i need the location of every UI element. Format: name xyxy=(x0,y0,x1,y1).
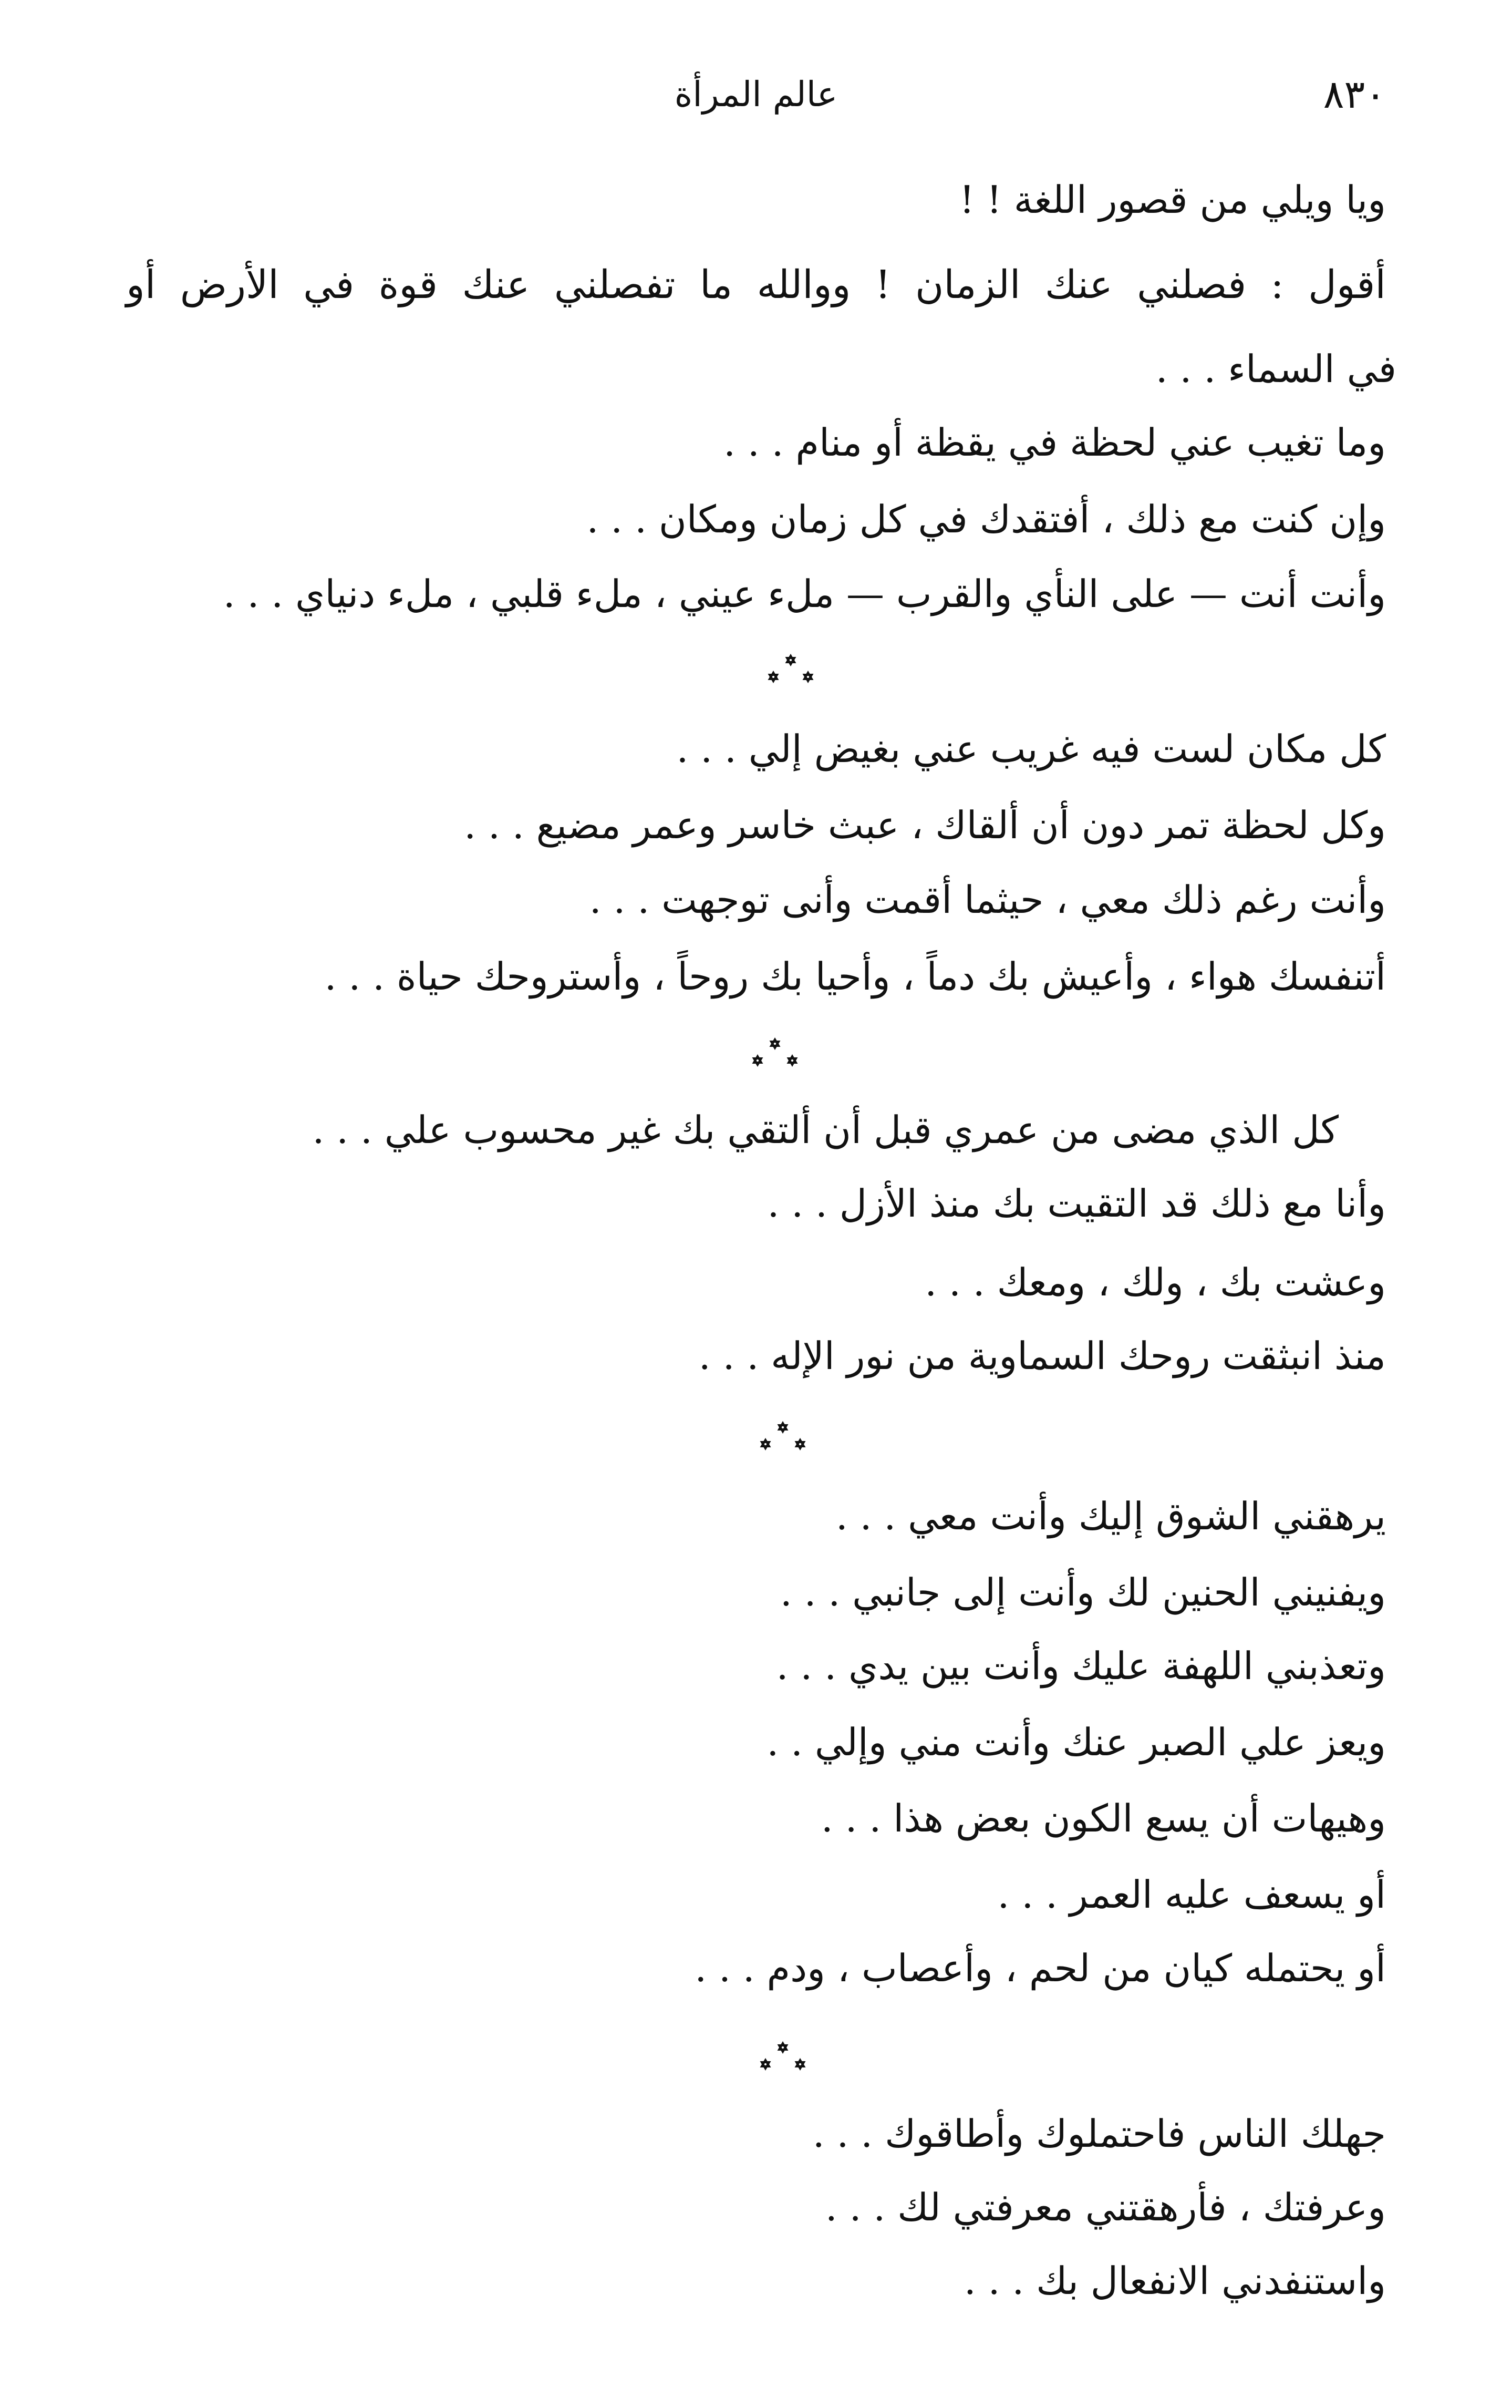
text-line: في السماء . . . xyxy=(1155,347,1396,391)
text-line: وإن كنت مع ذلك ، أفتقدك في كل زمان ومكان . . . xyxy=(586,497,1386,541)
text-line: وعرفتك ، فأرهقتني معرفتي لك . . . xyxy=(825,2185,1386,2229)
text-line: جهلك الناس فاحتملوك وأطاقوك . . . xyxy=(812,2112,1386,2156)
stars-svg xyxy=(746,2034,820,2086)
text-line: ويعز علي الصبر عنك وأنت مني وإلي . . xyxy=(767,1720,1386,1764)
three-stars-separator-icon xyxy=(746,2034,820,2086)
text-line: وما تغيب عني لحظة في يقظة أو منام . . . xyxy=(723,420,1386,465)
text-line: وكل لحظة تمر دون أن ألقاك ، عبث خاسر وعمر مضيع . . . xyxy=(464,803,1386,847)
stars-svg xyxy=(738,1030,812,1083)
three-stars-separator-icon xyxy=(738,1030,812,1083)
text-line: ويفنيني الحنين لك وأنت إلى جانبي . . . xyxy=(780,1570,1386,1614)
text-line: يرهقني الشوق إليك وأنت معي . . . xyxy=(835,1494,1386,1538)
text-line: وعشت بك ، ولك ، ومعك . . . xyxy=(925,1260,1386,1304)
text-line: كل الذي مضى من عمري قبل أن ألتقي بك غير محسوب علي . . . xyxy=(312,1108,1339,1152)
text-line: كل مكان لست فيه غريب عني بغيض إلي . . . xyxy=(676,727,1386,771)
text-line: منذ انبثقت روحك السماوية من نور الإله . . . xyxy=(698,1334,1386,1378)
text-line: أقول : فصلني عنك الزمان ! ووالله ما تفصلني عنك قوة في الأرض أو xyxy=(126,262,1386,307)
text-line: وأنت أنت — على النأي والقرب — ملء عيني ، ملء قلبي ، ملء دنياي . . . xyxy=(223,572,1386,616)
text-line: واستنفدني الانفعال بك . . . xyxy=(964,2259,1386,2303)
page-number: ٨٣٠ xyxy=(1323,72,1386,117)
text-line: أو يحتمله كيان من لحم ، وأعصاب ، ودم . . . xyxy=(695,1946,1386,1990)
text-line: أو يسعف عليه العمر . . . xyxy=(997,1872,1386,1917)
page-header xyxy=(126,68,1386,126)
text-line: وأنت رغم ذلك معي ، حيثما أقمت وأنى توجهت . . . xyxy=(589,878,1386,922)
stars-svg xyxy=(754,646,827,699)
three-stars-separator-icon xyxy=(746,1414,820,1466)
text-line: أتنفسك هواء ، وأعيش بك دماً ، وأحيا بك روحاً ، وأستروحك حياة . . . xyxy=(324,954,1386,999)
text-line: وأنا مع ذلك قد التقيت بك منذ الأزل . . . xyxy=(767,1181,1386,1226)
running-title: عالم المرأة xyxy=(674,74,838,115)
text-line: وهيهات أن يسع الكون بعض هذا . . . xyxy=(821,1796,1386,1840)
text-line: ويا ويلي من قصور اللغة ! ! xyxy=(959,178,1386,222)
three-stars-separator-icon xyxy=(754,646,827,699)
stars-svg xyxy=(746,1414,820,1466)
text-line: وتعذبني اللهفة عليك وأنت بين يدي . . . xyxy=(776,1644,1386,1688)
